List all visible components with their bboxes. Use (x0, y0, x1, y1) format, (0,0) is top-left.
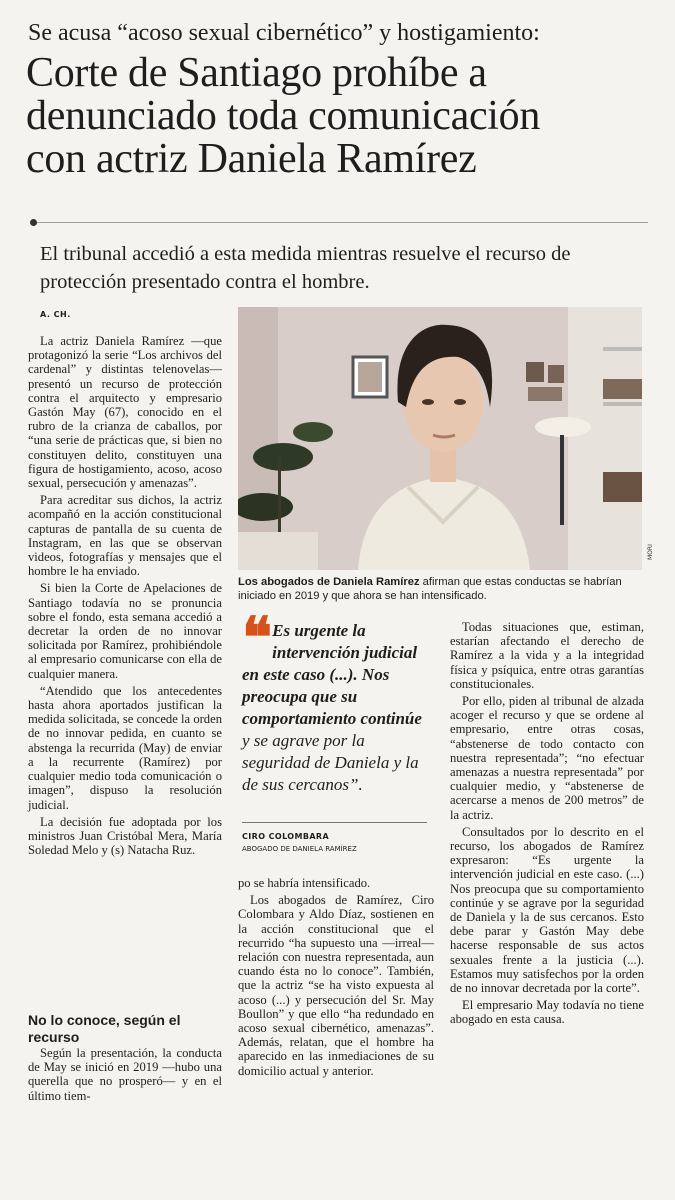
deck: El tribunal accedió a esta medida mientras resuelve el recurso de protección presentado contra el hombre. (40, 243, 571, 293)
divider (32, 222, 648, 223)
photo-illustration (238, 307, 642, 570)
headline-line: con actriz Daniela Ramírez (26, 136, 477, 182)
quote-divider (242, 822, 427, 823)
byline: A. CH. (40, 310, 71, 319)
article-photo (238, 307, 642, 570)
column-2 (238, 876, 434, 1081)
paragraph: Todas situaciones que, estiman, estarían afectando el derecho de Ramírez a la vida y a la integridad física y psíquica, entre otras garantías constitucionales. (450, 620, 644, 691)
paragraph: “Atendido que los antecedentes hasta ahora aportados justifican la medida solicitada, se concede la orden de no innovar pedida, en cuanto se abstenga la recurrida (May) de enviar a la recurrente (Ramírez) por cualquier medio toda comunicación o imagen”, dispuso la resolución judicial. (28, 683, 222, 812)
paragraph: La decisión fue adoptada por los ministros Juan Cristóbal Mera, María Soledad Melo y (s) Natacha Ruz. (28, 814, 222, 858)
quote-rest: y se agrave por la seguridad de Daniela y la de sus cercanos (242, 731, 419, 794)
caption-text: afirman que estas conductas se habrían iniciado en 2019 y que ahora se han intensificado. (238, 576, 622, 602)
photo-caption (238, 575, 642, 603)
quote-author-role: ABOGADO DE DANIELA RAMÍREZ (242, 845, 357, 853)
kicker: Se acusa “acoso sexual cibernético” y hostigamiento: (28, 20, 540, 46)
pull-quote (242, 605, 427, 796)
paragraph: La actriz Daniela Ramírez —que protagonizó la serie “Los archivos del cardenal” y distintas telenovelas— presentó un recurso de protección contra el arquitecto y empresario Gastón May (67), conocido en el rubro de la crianza de caballos, por “una serie de prácticas que, si bien no constituyen delito, constituyen una figura de hostigamiento, acoso, acoso sexual, persecución y amenazas”. (28, 334, 222, 491)
photo-credit: MORI (647, 544, 654, 560)
column-1 (28, 334, 222, 860)
paragraph: Consultados por lo descrito en el recurso, los abogados de Ramírez expresaron: “Es urgente la intervención judicial en este caso. (...) Nos preocupa que su comportamiento continúe y se agrave por la seguridad de Daniela y la de sus cercanos. Esto debe parar y Gastón May debe hacerse responsable de sus actos sexuales frente a la justicia (...). Estamos muy satisfechos por la orden de no innovar decretada por la corte”. (450, 824, 644, 996)
caption-bold: Los abogados de Daniela Ramírez (238, 576, 420, 588)
column-1-continued (28, 1046, 222, 1106)
divider-dot (30, 219, 37, 226)
paragraph: po se habría intensificado. (238, 876, 371, 890)
paragraph: Para acreditar sus dichos, la actriz acompañó en la acción constitucional capturas de pantalla de su cuenta de Instagram, en las que se observan videos, fotografías y mensajes que el hombre le ha enviado. (28, 493, 222, 579)
subhead: No lo conoce, según el recurso (28, 1012, 181, 1045)
paragraph: Si bien la Corte de Apelaciones de Santiago todavía no se pronuncia sobre el fondo, esta semana accedió a decretar la orden de no innovar solicitada por Ramírez, prohibiéndole al empresario comunicarse con ella de cualquier manera. (28, 581, 222, 681)
quote-author: CIRO COLOMBARA (242, 832, 330, 841)
quote-end: ”. (349, 775, 363, 794)
headline-line: denunciado toda comunicación (26, 93, 541, 139)
column-3 (450, 620, 644, 1030)
quote-bold: Es urgente la intervención judicial en este caso (...). Nos preocupa que su comportamiento continúe (242, 621, 422, 728)
headline-line: Corte de Santiago prohíbe a (26, 50, 487, 96)
paragraph: Según la presentación, la conducta de May se inició en 2019 —hubo una querella que no prosperó— y en el último tiem- (28, 1046, 222, 1103)
paragraph: Por ello, piden al tribunal de alzada acoger el recurso y que se ordene al empresario, entre otras cosas, “abstenerse de todo contacto con nuestra representada”; “no efectuar amenazas a nuestra representada” por cualquier medio, y “abstenerse de acercarse a menos de 200 metros” de la actriz. (450, 694, 644, 822)
quote-text (242, 605, 427, 796)
paragraph: El empresario May todavía no tiene abogado en esta causa. (450, 998, 644, 1027)
paragraph: Los abogados de Ramírez, Ciro Colombara y Aldo Díaz, sostienen en la acción constitucional que el recurrido “ha supuesto una —irreal— relación con nuestra representada, aun cuando ésta no lo conoce”. También, que la actriz “se ha visto expuesta al acoso (...) y persecución del Sr. May Boullon” y que ello “ha redundado en acoso sexual cibernético, amenazas”. Además, relatan, que el hombre ha aparecido en las inmediaciones de su domicilio actual y anterior. (238, 893, 434, 1078)
headline (26, 52, 656, 181)
quote-mark-icon: ❝ (242, 605, 267, 671)
